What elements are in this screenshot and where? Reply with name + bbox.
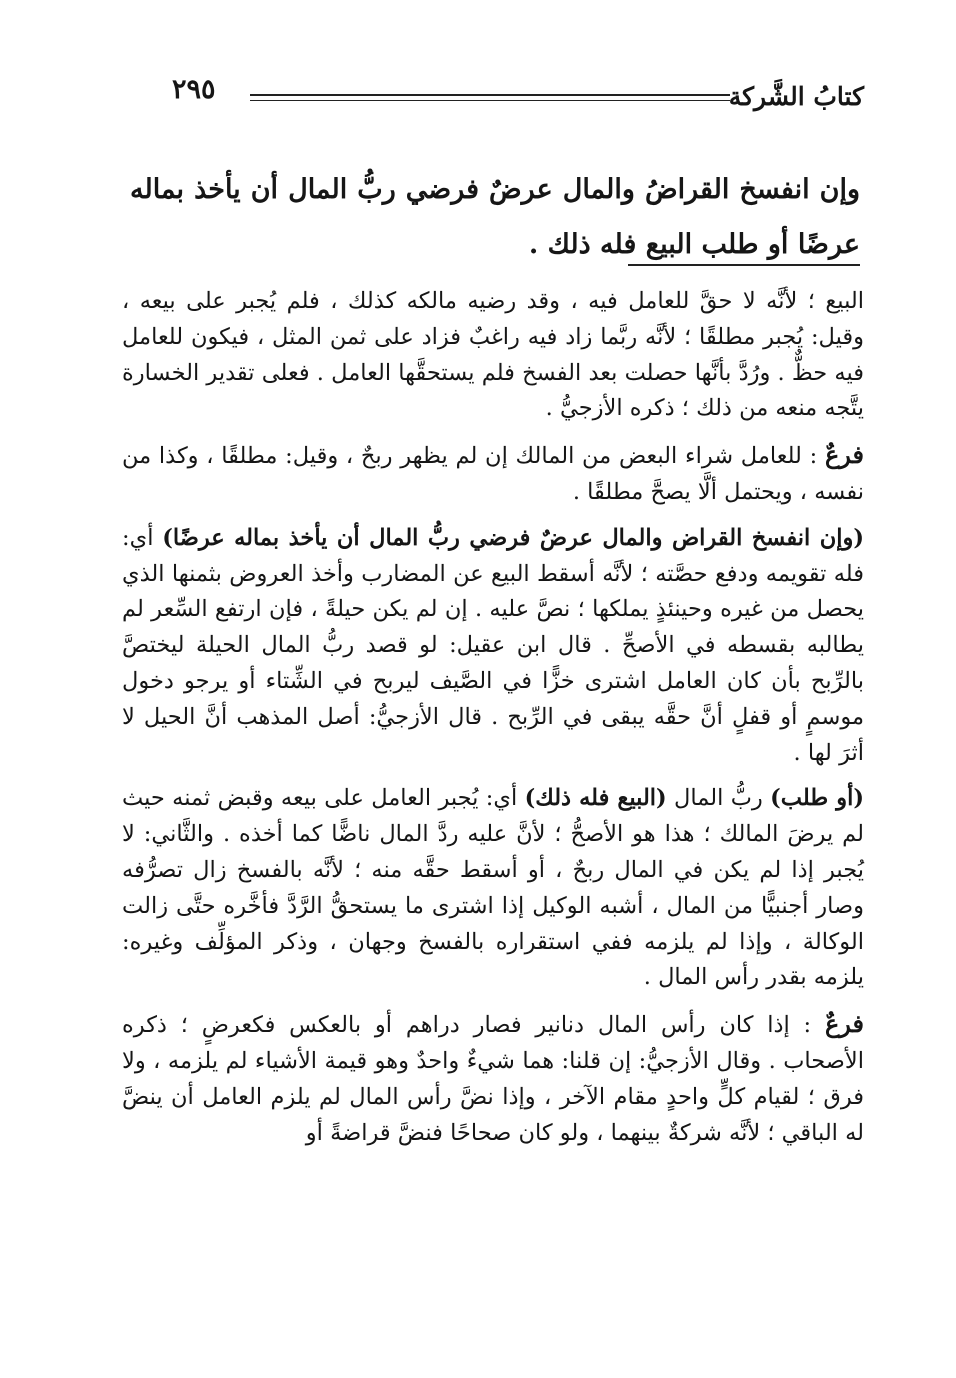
header-rule-thin bbox=[250, 100, 730, 101]
commentary-body bbox=[122, 284, 864, 1151]
paragraph-1: البيع ؛ لأنَّه لا حقَّ للعامل فيه ، وقد رضيه مالكه كذلك ، فلم يُجبر على بيعه ، وقيل: يُجبر مطلقًا ؛ لأنَّه ربَّما زاد فيه راغبٌ فزاد على ثمن المثل ، فيكون للعامل فيه حظٌّ . ورُدَّ بأنَّها حصلت بعد الفسخ فلم يستحقَّها العامل . فعلى تقدير الخسارة يتَّجه منعه من ذلك ؛ ذكره الأزجيُّ . bbox=[122, 288, 864, 422]
paragraph-2-text: : للعامل شراء البعض من المالك إن لم يظهر ربحٌ ، وقيل: مطلقًا ، وكذا من نفسه ، ويحتمل ألَّا يصحَّ مطلقًا . bbox=[122, 443, 864, 505]
paragraph-5-text: : إذا كان رأس المال دنانير فصار دراهم أو بالعكس فكعرضٍ ؛ ذكره الأصحاب . وقال الأزجيُّ: إن قلنا: هما شيءٌ واحدٌ وهو قيمة الأشياء لم يلزمه ، ولا فرق ؛ لقيام كلٍّ واحدٍ مقام الآخر ، وإذا نضَّ رأس المال لم يلزم العامل أن ينضَّ له الباقي ؛ لأنَّه شركةٌ بينهما ، ولو كان صحاحًا فنضَّ قراضةً أو bbox=[122, 1012, 864, 1146]
paragraph-4 bbox=[122, 781, 864, 996]
paragraph-5-lead: فرعٌ bbox=[824, 1009, 864, 1039]
footnote-separator bbox=[628, 264, 860, 266]
running-header-title: كتابُ الشَّركة bbox=[728, 82, 864, 111]
paragraph-4-text-1: ربُّ المال bbox=[666, 785, 771, 812]
paragraph-4-quote-2: (البيع فله ذلك) bbox=[524, 785, 667, 812]
paragraph-4-quote-1: (أو طلب) bbox=[770, 785, 864, 812]
header-rule bbox=[250, 94, 730, 96]
paragraph-3 bbox=[122, 521, 864, 772]
paragraph-4-text-2: أي: يُجبر العامل على بيعه وقبض ثمنه حيث لم يرضَ المالك ؛ هذا هو الأصحُّ ؛ لأنَّ عليه ردَّ المال ناضًّا كما أخذه . والثَّاني: لا يُجبر إذا لم يكن في المال ربحٌ ، أو أسقط حقَّه منه ؛ لأنَّه بالفسخ زال تصرُّفه وصار أجنبيًّا من المال ، أشبه الوكيل إذا اشترى ما يستحقُّ الرَّدَّ فأخَّره حتَّى زالت الوكالة ، وإذا لم يلزمه ففي استقراره بالفسخ وجهان ، وذكر المؤلِّف وغيره: يلزمه بقدر رأس المال . bbox=[122, 785, 864, 991]
matn-text: وإن انفسخ القراضُ والمال عرضٌ فرضي ربُّ المال أن يأخذ بماله عرضًا أو طلب البيع فله ذلك . bbox=[130, 174, 860, 260]
page-number: ٢٩٥ bbox=[172, 74, 216, 105]
paragraph-5 bbox=[122, 1006, 864, 1151]
paragraph-2-lead: فرعٌ bbox=[824, 440, 864, 470]
paragraph-2 bbox=[122, 437, 864, 511]
paragraph-3-quote: (وإن انفسخ القراض والمال عرضٌ فرضي ربُّ المال أن يأخذ بماله عرضًا) bbox=[162, 524, 864, 551]
paragraph-3-text: أي: فله تقويمه ودفع حصَّته ؛ لأنَّه أسقط البيع عن المضارب وأخذ العروض بثمنها الذي يحصل من غيره وحينئذٍ يملكها ؛ نصَّ عليه . إن لم يكن حيلةً ، فإن ارتفع السِّعر لم يطالبه بقسطه في الأصحِّ . قال ابن عقيل: لو قصد ربُّ المال الحيلة ليختصَّ بالرِّبح بأن كان العامل اشترى خزًّا في الصَّيف ليربح في الشِّتاء أو يرجو دخول موسمٍ أو قفلٍ أنَّ حقَّه يبقى في الرِّبح . قال الأزجيُّ: أصل المذهب أنَّ الحيل لا أثرَ لها . bbox=[122, 524, 864, 766]
